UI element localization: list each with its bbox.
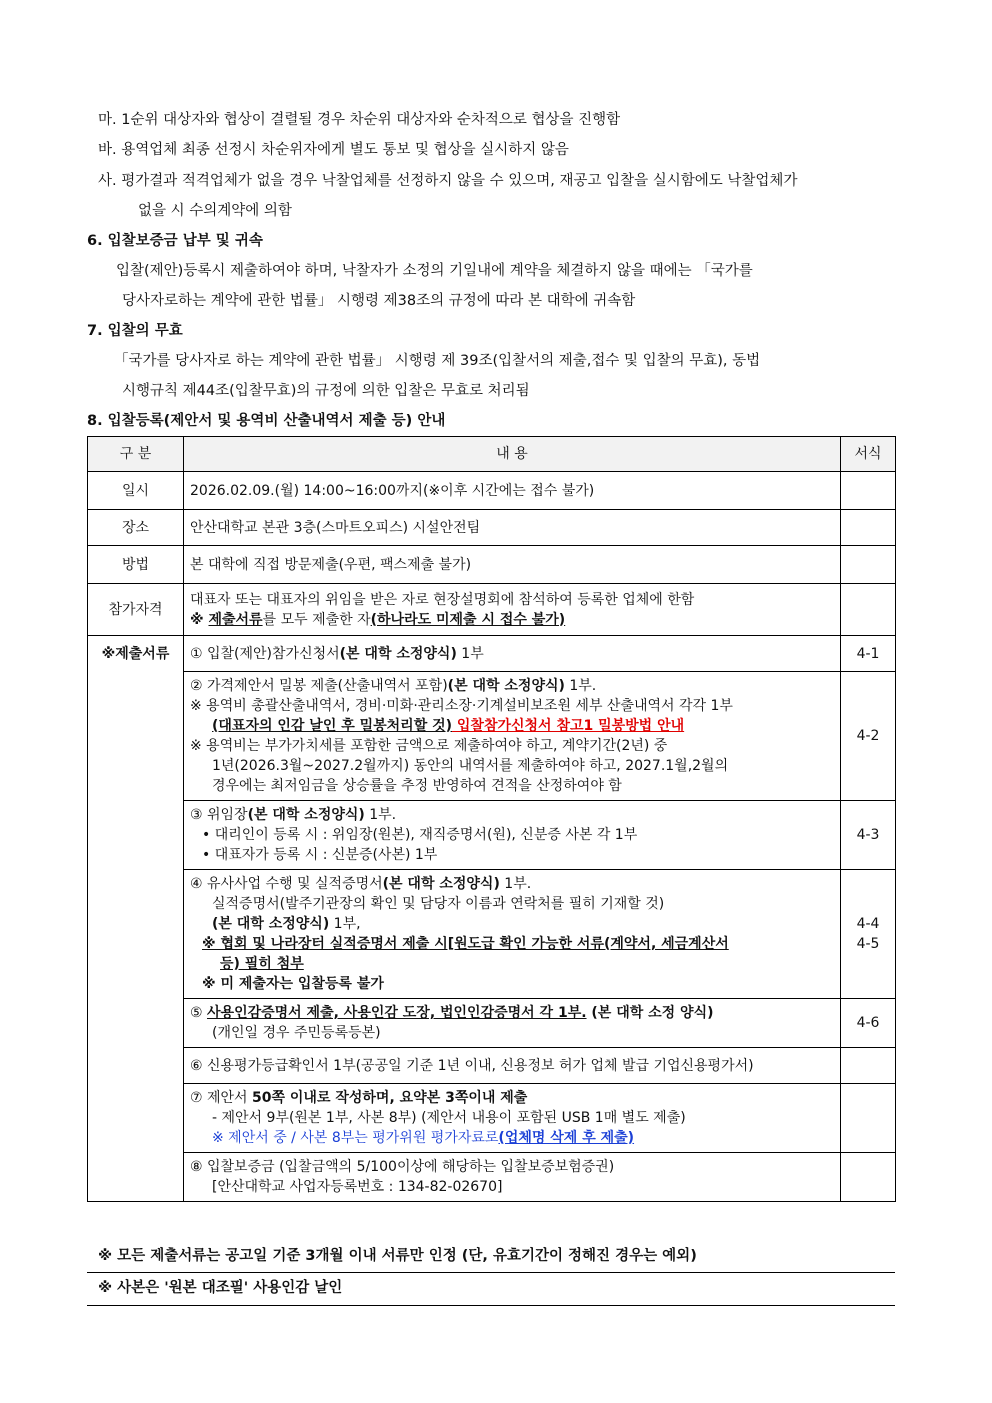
- footer-divider: [87, 1305, 895, 1306]
- row-form-empty: [841, 1048, 896, 1084]
- header-category: 구 분: [88, 437, 184, 472]
- doc-5-form: 4-6: [841, 999, 896, 1048]
- row-label-documents: ※제출서류: [88, 636, 184, 1202]
- table-row: [88, 672, 896, 801]
- row-label-method: 방법: [88, 546, 184, 584]
- doc-2-form: 4-2: [841, 672, 896, 801]
- header-form: 서식: [841, 437, 896, 472]
- table-row: [88, 1153, 896, 1202]
- row-form-empty: [841, 1153, 896, 1202]
- item-ma: 마. 1순위 대상자와 협상이 결렬될 경우 차순위 대상자와 순차적으로 협상을 진행함: [98, 112, 621, 128]
- doc-3-form: 4-3: [841, 801, 896, 870]
- row-content-place: 안산대학교 본관 3층(스마트오피스) 시설안전팀: [184, 510, 841, 546]
- table-header-row: [88, 437, 896, 472]
- item-sa-line1: 사. 평가결과 적격업체가 없을 경우 낙찰업체를 선정하지 않을 수 있으며, 재공고 입찰을 실시함에도 낙찰업체가: [98, 173, 798, 189]
- header-content: 내 용: [184, 437, 841, 472]
- doc-1: ① 입찰(제안)참가신청서(본 대학 소정양식) 1부: [184, 636, 841, 672]
- footer-divider: [87, 1272, 895, 1273]
- submission-table: [87, 436, 896, 1202]
- footer-note-2: ※ 사본은 '원본 대조필' 사용인감 날인: [98, 1280, 343, 1296]
- section-6-line1: 입찰(제안)등록시 제출하여야 하며, 낙찰자가 소정의 기일내에 계약을 체결하지 않을 때에는 「국가를: [116, 263, 753, 279]
- section-7-title: 7. 입찰의 무효: [87, 323, 183, 339]
- table-row: [88, 1048, 896, 1084]
- table-row: [88, 870, 896, 999]
- row-content-qualification: [184, 584, 841, 636]
- table-row: [88, 510, 896, 546]
- row-form-empty: [841, 1084, 896, 1153]
- row-form-empty: [841, 472, 896, 510]
- doc-8: ⑧ 입찰보증금 (입찰금액의 5/100이상에 해당하는 입찰보증보험증권) [안산대학교 사업자등록번호 : 134-82-02670]: [184, 1153, 841, 1202]
- section-8-title: 8. 입찰등록(제안서 및 용역비 산출내역서 제출 등) 안내: [87, 413, 446, 429]
- table-row: [88, 1084, 896, 1153]
- row-form-empty: [841, 546, 896, 584]
- table-row: [88, 472, 896, 510]
- table-row: [88, 546, 896, 584]
- doc-6: ⑥ 신용평가등급확인서 1부(공공일 기준 1년 이내, 신용정보 허가 업체 발급 기업신용평가서): [184, 1048, 841, 1084]
- section-6-title: 6. 입찰보증금 납부 및 귀속: [87, 233, 263, 249]
- qualification-line1: 대표자 또는 대표자의 위임을 받은 자로 현장설명회에 참석하여 등록한 업체에 한함: [190, 591, 695, 608]
- doc-4: ④ 유사사업 수행 및 실적증명서(본 대학 소정양식) 1부. 실적증명서(발주기관장의 확인 및 담당자 이름과 연락처를 필히 기재할 것) (본 대학 소정양식) 1부, ※ 협회 및 나라장터 실적증명서 제출 시[원도급 확인 가능한 서류(계약서, 세금계산서 등) 필히 첨부 ※ 미 제출자는 입찰등록 불가: [184, 870, 841, 999]
- table-row: [88, 999, 896, 1048]
- table-row: [88, 636, 896, 672]
- section-6-line2: 당사자로하는 계약에 관한 법률」 시행령 제38조의 규정에 따라 본 대학에 귀속함: [122, 293, 636, 309]
- section-7-line1: 「국가를 당사자로 하는 계약에 관한 법률」 시행령 제 39조(입찰서의 제출,접수 및 입찰의 무효), 동법: [114, 353, 761, 369]
- doc-4-form: 4-4 4-5: [841, 870, 896, 999]
- table-row: [88, 584, 896, 636]
- row-content-method: 본 대학에 직접 방문제출(우편, 팩스제출 불가): [184, 546, 841, 584]
- doc-7: ⑦ 제안서 50쪽 이내로 작성하며, 요약본 3쪽이내 제출 - 제안서 9부(원본 1부, 사본 8부) (제안서 내용이 포함된 USB 1매 별도 제출) ※ 제안서 중 / 사본 8부는 평가위원 평가자료로(업체명 삭제 후 제출): [184, 1084, 841, 1153]
- table-row: [88, 801, 896, 870]
- row-label-place: 장소: [88, 510, 184, 546]
- row-content-date: 2026.02.09.(월) 14:00~16:00까지(※이후 시간에는 접수 불가): [184, 472, 841, 510]
- qualification-line2: ※ 제출서류를 모두 제출한 자(하나라도 미제출 시 접수 불가): [190, 611, 566, 628]
- doc-5: ⑤ 사용인감증명서 제출, 사용인감 도장, 법인인감증명서 각 1부. (본 대학 소정 양식) (개인일 경우 주민등록등본): [184, 999, 841, 1048]
- item-sa-line2: 없을 시 수의계약에 의함: [138, 203, 292, 219]
- row-form-empty: [841, 584, 896, 636]
- item-ba: 바. 용역업체 최종 선정시 차순위자에게 별도 통보 및 협상을 실시하지 않음: [98, 142, 569, 158]
- doc-1-form: 4-1: [841, 636, 896, 672]
- row-form-empty: [841, 510, 896, 546]
- section-7-line2: 시행규칙 제44조(입찰무효)의 규정에 의한 입찰은 무효로 처리됨: [122, 383, 530, 399]
- row-label-date: 일시: [88, 472, 184, 510]
- row-label-qualification: 참가자격: [88, 584, 184, 636]
- footer-note-1: ※ 모든 제출서류는 공고일 기준 3개월 이내 서류만 인정 (단, 유효기간이 정해진 경우는 예외): [98, 1248, 697, 1264]
- doc-2: ② 가격제안서 밀봉 제출(산출내역서 포함)(본 대학 소정양식) 1부. ※ 용역비 총괄산출내역서, 경비·미화·관리소장·기계설비보조원 세부 산출내역서 각각 1부 (대표자의 인감 날인 후 밀봉처리할 것) 입찰참가신청서 참고1 밀봉방법 안내 ※ 용역비는 부가가치세를 포함한 금액으로 제출하여야 하고, 계약기간(2년) 중 1년(2026.3월~2027.2월까지) 동안의 내역서를 제출하여야 하고, 2027.1월,2월의 경우에는 최저임금을 상승률을 추정 반영하여 견적을 산정하여야 함: [184, 672, 841, 801]
- doc-3: ③ 위임장(본 대학 소정양식) 1부. • 대리인이 등록 시 : 위임장(원본), 재직증명서(원), 신분증 사본 각 1부 • 대표자가 등록 시 : 신분증(사본) 1부: [184, 801, 841, 870]
